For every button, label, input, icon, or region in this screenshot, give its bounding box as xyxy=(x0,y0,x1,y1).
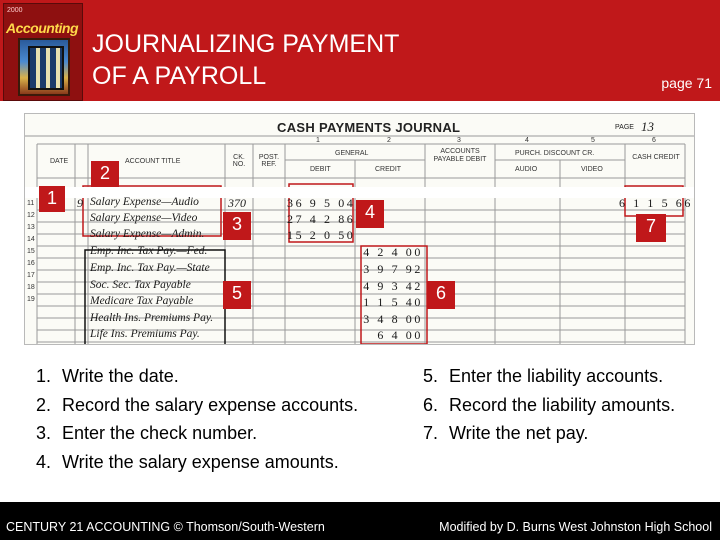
account-title: Salary Expense—Video xyxy=(90,212,198,224)
callout-5: 5 xyxy=(223,281,251,309)
instructions-left xyxy=(36,362,358,476)
row-number: 17 xyxy=(27,272,35,279)
col-number: 1 xyxy=(316,137,320,144)
account-title: Emp. Inc. Tax Pay.—State xyxy=(90,262,210,274)
book-title: Accounting xyxy=(6,20,78,36)
header-purch-discount: PURCH. DISCOUNT CR. xyxy=(515,150,595,157)
credit-amount: 3 4 8 00 xyxy=(363,312,423,326)
instruction-item: 5. Enter the liability accounts. xyxy=(423,366,664,386)
slide-title xyxy=(92,28,399,92)
journal-title: CASH PAYMENTS JOURNAL xyxy=(277,120,461,135)
instruction-item: 1. Write the date. xyxy=(36,366,179,386)
col-number: 4 xyxy=(525,137,529,144)
instruction-item: 2. Record the salary expense accounts. xyxy=(36,394,359,415)
cash-credit-amount: 6 1 1 5 66 xyxy=(619,196,693,210)
col-number: 6 xyxy=(652,137,656,144)
slide-title-line1: JOURNALIZING PAYMENT xyxy=(92,30,400,58)
book-edition: 2000 xyxy=(7,7,23,14)
debit-amount: 36 9 5 04 xyxy=(287,196,356,210)
account-title: Emp. Inc. Tax Pay.—Fed. xyxy=(90,245,208,257)
col-number: 3 xyxy=(457,137,461,144)
journal-page-label: PAGE xyxy=(615,124,634,131)
row-number: 13 xyxy=(27,224,35,231)
row-number: 18 xyxy=(27,284,35,291)
header-video: VIDEO xyxy=(581,166,603,173)
col-number: 2 xyxy=(387,137,391,144)
header-post-ref: POST. REF. xyxy=(258,154,280,168)
row-number: 19 xyxy=(27,296,35,303)
row-number: 16 xyxy=(27,260,35,267)
header-accounts-payable-debit: ACCOUNTS PAYABLE DEBIT xyxy=(433,148,487,163)
credit-amount: 3 9 7 92 xyxy=(363,262,423,276)
row-number: 15 xyxy=(27,248,35,255)
cash-payments-journal xyxy=(24,113,695,345)
header-cash-credit: CASH CREDIT xyxy=(632,154,680,161)
debit-amount: 27 4 2 86 xyxy=(287,212,356,226)
instruction-item: 4. Write the salary expense amounts. xyxy=(36,451,339,472)
credit-amount: 6 4 00 xyxy=(377,328,423,342)
header-ck-no: CK. NO. xyxy=(232,154,246,168)
account-title: Life Ins. Premiums Pay. xyxy=(90,328,200,340)
footer-credit: Modified by D. Burns West Johnston High School xyxy=(439,520,712,534)
slide-title-line2: OF A PAYROLL xyxy=(92,62,267,90)
callout-4: 4 xyxy=(356,200,384,228)
callout-1: 1 xyxy=(39,186,65,212)
textbook-cover-image xyxy=(3,3,83,101)
entry-date: 9 xyxy=(77,196,83,210)
credit-amount: 4 2 4 00 xyxy=(363,245,423,259)
row-number: 12 xyxy=(27,212,35,219)
callout-3: 3 xyxy=(223,212,251,240)
check-number: 370 xyxy=(228,196,246,210)
instruction-item: 3. Enter the check number. xyxy=(36,423,258,443)
credit-amount: 1 1 5 40 xyxy=(363,295,423,309)
header-audio: AUDIO xyxy=(515,166,538,173)
instructions-right xyxy=(423,362,675,448)
header-general-debit: DEBIT xyxy=(310,166,331,173)
book-cover-art xyxy=(18,38,70,96)
journal-page-number: 13 xyxy=(641,119,654,134)
account-title: Soc. Sec. Tax Payable xyxy=(90,279,191,291)
row-number: 11 xyxy=(27,200,35,207)
account-title: Health Ins. Premiums Pay. xyxy=(90,312,214,324)
callout-7: 7 xyxy=(636,214,666,242)
instruction-item: 6. Record the liability amounts. xyxy=(423,394,676,415)
page-reference: page 71 xyxy=(661,75,712,91)
account-title: Medicare Tax Payable xyxy=(90,295,194,307)
footer-copyright: CENTURY 21 ACCOUNTING © Thomson/South-Western xyxy=(6,520,325,534)
col-number: 5 xyxy=(591,137,595,144)
header-general: GENERAL xyxy=(335,150,369,157)
credit-amount: 4 9 3 42 xyxy=(363,279,423,293)
header-date: DATE xyxy=(50,158,69,165)
callout-6: 6 xyxy=(427,281,455,309)
callout-2: 2 xyxy=(91,161,119,187)
row-number: 14 xyxy=(27,236,35,243)
footer-bar xyxy=(0,502,720,540)
account-title: Salary Expense—Admin. xyxy=(90,228,205,240)
instruction-item: 7. Write the net pay. xyxy=(423,423,589,443)
header-general-credit: CREDIT xyxy=(375,166,402,173)
account-title: Salary Expense—Audio xyxy=(90,196,199,208)
header-account-title: ACCOUNT TITLE xyxy=(125,158,181,165)
title-banner xyxy=(0,0,720,101)
debit-amount: 15 2 0 50 xyxy=(287,228,356,242)
